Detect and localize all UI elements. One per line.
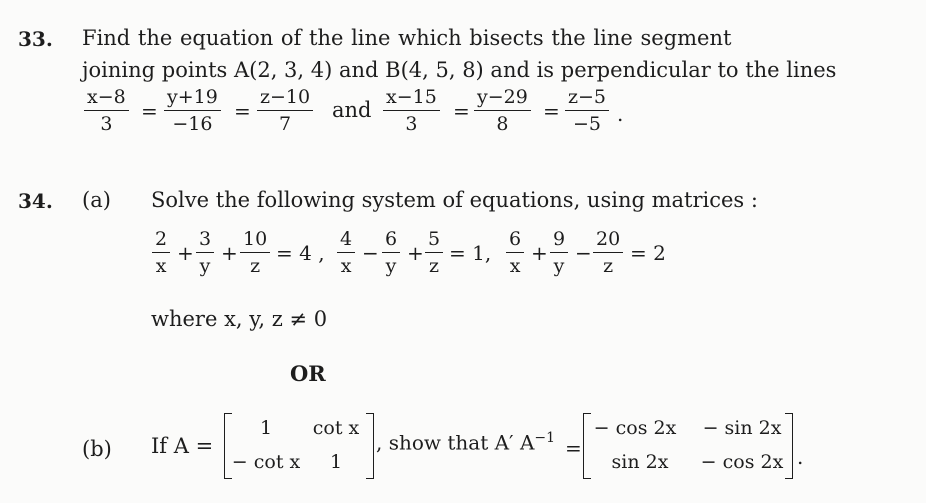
eq1-term-2-den: y: [199, 255, 211, 277]
fraction-2: [164, 88, 221, 134]
fraction-3: [257, 88, 313, 134]
part-b-show-text: [376, 430, 555, 455]
eq1-term-3-num: 10: [240, 230, 270, 253]
fraction-4: [383, 88, 440, 134]
eq1-term-1-num: 2: [152, 230, 170, 253]
part-b-label: (b): [82, 437, 112, 461]
equals-sign: =: [565, 436, 582, 460]
fraction-6-den: −5: [573, 113, 602, 135]
matrix-result-cell: − sin 2x: [702, 417, 782, 439]
matrix-a-cell: − cot x: [231, 451, 301, 473]
and-word: and: [332, 98, 372, 122]
where-condition: where x, y, z ≠ 0: [151, 307, 328, 331]
matrix-result-cell: − cos 2x: [593, 417, 677, 439]
eq3-term-3: [593, 230, 623, 276]
fraction-3-den: 7: [279, 113, 292, 135]
eq2-term-3-den: z: [429, 255, 440, 277]
eq3-term-2-den: y: [553, 255, 565, 277]
part-a-label: (a): [82, 188, 111, 212]
eq3-term-1: [506, 230, 524, 276]
eq2-term-2-den: y: [385, 255, 397, 277]
eq2-operator: −: [362, 241, 379, 265]
eq3-term-1-num: 6: [506, 230, 524, 253]
equals-sign: =: [453, 99, 470, 123]
question-number-33: 33.: [18, 27, 53, 51]
eq3-operator: +: [531, 241, 548, 265]
eq2-operator: +: [407, 241, 424, 265]
fraction-1-den: 3: [100, 113, 113, 135]
eq2-term-2-num: 6: [382, 230, 400, 253]
fraction-6: [565, 88, 609, 134]
equals-sign: =: [234, 99, 251, 123]
q33-line-2: joining points A(2, 3, 4) and B(4, 5, 8) and is perpendicular to the lines: [82, 58, 837, 82]
eq1-term-2-num: 3: [196, 230, 214, 253]
eq3-term-2-num: 9: [550, 230, 568, 253]
eq1-rhs: = 4 ,: [276, 241, 325, 265]
fraction-1-num: x−8: [84, 88, 129, 111]
eq2-term-1-den: x: [340, 255, 352, 277]
eq2-term-3: [425, 230, 443, 276]
or-separator: OR: [290, 361, 326, 386]
matrix-a-cell: cot x: [312, 417, 360, 439]
matrix-result-right-bracket: [785, 413, 793, 479]
matrix-result-cell: − cos 2x: [700, 451, 784, 473]
eq1-term-3-den: z: [250, 255, 261, 277]
fraction-5: [474, 88, 531, 134]
eq2-term-2: [382, 230, 400, 276]
fraction-4-den: 3: [405, 113, 418, 135]
eq2-term-3-num: 5: [425, 230, 443, 253]
part-a-text: Solve the following system of equations, using matrices :: [151, 188, 758, 212]
q33-line-1: Find the equation of the line which bisects the line segment: [82, 26, 732, 50]
eq1-term-3: [240, 230, 270, 276]
eq1-term-2: [196, 230, 214, 276]
eq1-operator: +: [177, 241, 194, 265]
equals-sign: =: [543, 99, 560, 123]
matrix-a-cell: 1: [259, 417, 273, 439]
period: .: [797, 445, 804, 469]
eq2-term-1-num: 4: [337, 230, 355, 253]
eq3-term-3-den: z: [603, 255, 614, 277]
eq2-term-1: [337, 230, 355, 276]
eq3-operator: −: [575, 241, 592, 265]
matrix-a-right-bracket: [366, 413, 374, 479]
fraction-6-num: z−5: [565, 88, 609, 111]
part-b-if: If A =: [151, 434, 214, 458]
matrix-result-cell: sin 2x: [611, 451, 669, 473]
matrix-result-left-bracket: [583, 413, 591, 479]
question-number-34: 34.: [18, 189, 53, 213]
eq3-rhs: = 2: [630, 241, 666, 265]
inverse-superscript: −1: [534, 430, 556, 446]
eq3-term-2: [550, 230, 568, 276]
eq3-term-3-num: 20: [593, 230, 623, 253]
fraction-2-den: −16: [172, 113, 213, 135]
fraction-3-num: z−10: [257, 88, 313, 111]
fraction-5-den: 8: [496, 113, 509, 135]
eq1-term-1: [152, 230, 170, 276]
eq1-operator: +: [221, 241, 238, 265]
period: .: [617, 102, 624, 126]
matrix-a-cell: 1: [329, 451, 343, 473]
fraction-1: [84, 88, 129, 134]
show-that-text: , show that A′ A: [376, 430, 535, 455]
fraction-5-num: y−29: [474, 88, 531, 111]
eq3-term-1-den: x: [509, 255, 521, 277]
fraction-2-num: y+19: [164, 88, 221, 111]
eq1-term-1-den: x: [155, 255, 167, 277]
equals-sign: =: [141, 99, 158, 123]
eq2-rhs: = 1,: [449, 241, 492, 265]
fraction-4-num: x−15: [383, 88, 440, 111]
